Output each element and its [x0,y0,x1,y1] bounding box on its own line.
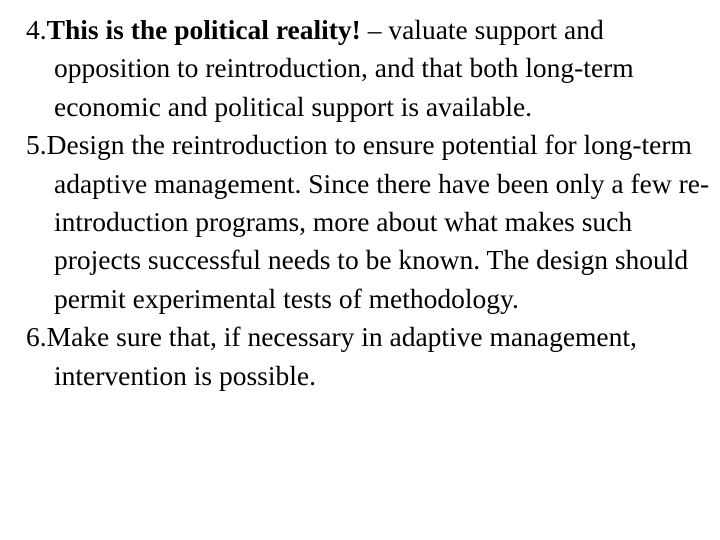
item-number: 6. [26,321,47,353]
item-text: Design the reintroduction to ensure potential for long-term adaptive management. Since there have been only a few re-introduction programs, more about what makes such projects successful needs to be known. The design should permit experimental tests of methodology. [46,129,710,314]
item-number: 4. [26,14,47,45]
list-item-4 [26,11,716,126]
list-item-5 [26,126,716,318]
item-text: Make sure that, if necessary in adaptive management, intervention is possible. [46,321,637,391]
numbered-list [26,11,716,395]
item-bold-text: This is the political reality! [46,14,361,45]
item-text: – valuate support and opposition to reintroduction, and that both long-term economic and political support is available. [54,14,634,122]
item-number: 5. [26,129,47,161]
list-item-6 [26,318,716,395]
